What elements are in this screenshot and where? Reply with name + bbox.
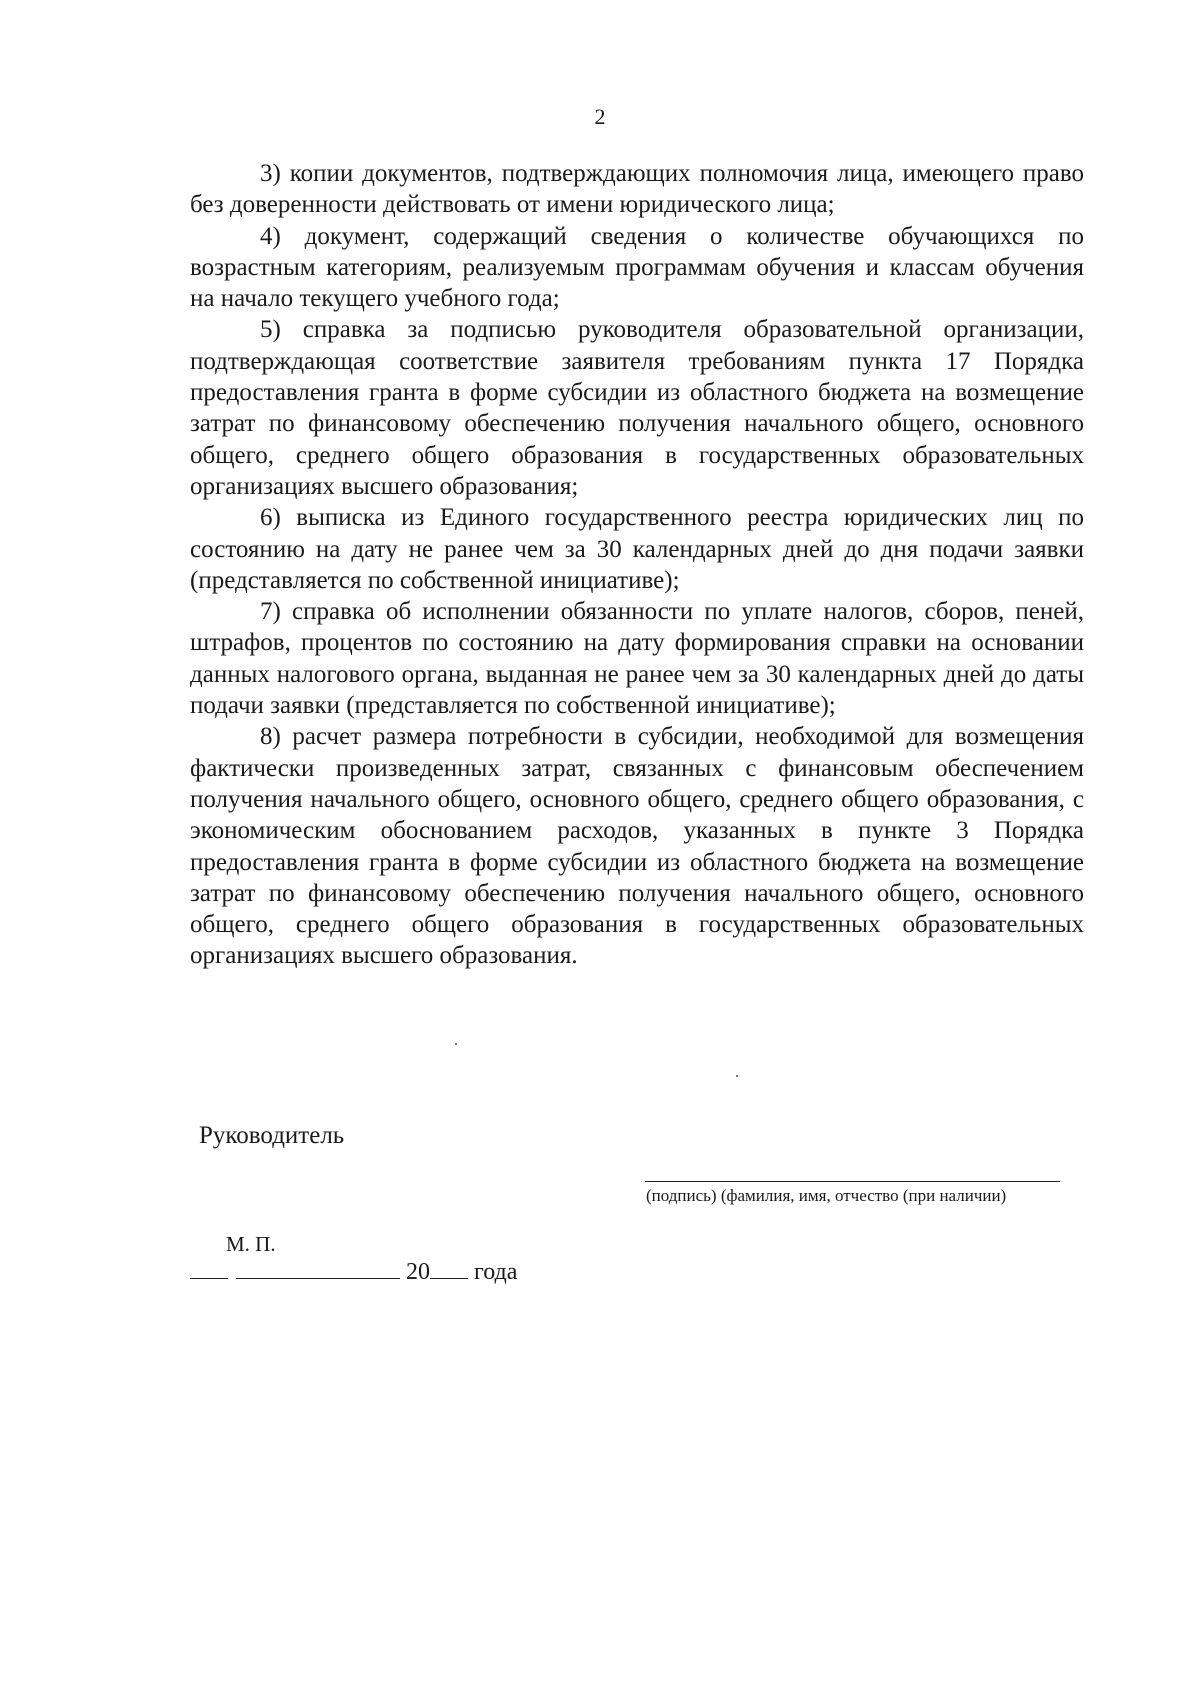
- list-item-4: 4) документ, содержащий сведения о количестве обучающихся по возрастным категориям, реализуемым программам обучения и классам обучения на начало текущего учебного года;: [190, 222, 1084, 313]
- date-month-blank: [236, 1256, 400, 1279]
- list-item-7: 7) справка об исполнении обязанности по уплате налогов, сборов, пеней, штрафов, процентов по состоянию на дату формирования справки на основании данных налогового органа, выданная не ранее чем за 30 календарных дней до даты подачи заявки (представляется по собственной инициативе);: [190, 598, 1084, 720]
- list-item-5: 5) справка за подписью руководителя образовательной организации, подтверждающая соответствие заявителя требованиям пункта 17 Порядка предоставления гранта в форме субсидии из областного бюджета на возмещение затрат по финансовому обеспечению получения начального общего, основного общего, среднего общего образования в государственных образовательных организациях высшего образования;: [190, 316, 1084, 500]
- list-item-6: 6) выписка из Единого государственного реестра юридических лиц по состоянию на дату не ранее чем за 30 календарных дней до дня подачи заявки (представляется по собственной инициативе);: [190, 504, 1084, 594]
- signature-caption: (подпись) (фамилия, имя, отчество (при наличии): [646, 1186, 1007, 1205]
- seal-label: М. П.: [226, 1232, 276, 1256]
- list-item-3: 3) копии документов, подтверждающих полномочия лица, имеющего право без доверенности действовать от имени юридического лица;: [190, 160, 1084, 219]
- scan-speck: [455, 1043, 457, 1045]
- role-label: Руководитель: [199, 1122, 345, 1149]
- list-item-8: 8) расчет размера потребности в субсидии, необходимой для возмещения фактически произведенных затрат, связанных с финансовым обеспечением получения начального общего, основного общего, среднего общего образования, с экономическим обоснованием расходов, указанных в пункте 3 Порядка предоставления гранта в форме субсидии из областного бюджета на возмещение затрат по финансовому обеспечению получения начального общего, основного общего, среднего общего образования в государственных образовательных организациях высшего образования.: [190, 723, 1084, 970]
- signature-line: [645, 1181, 1060, 1182]
- page-number: 2: [594, 104, 606, 129]
- date-row: [190, 1256, 517, 1286]
- document-body: [190, 158, 1084, 972]
- date-day-blank: [190, 1256, 228, 1279]
- scan-speck: [736, 1075, 738, 1077]
- date-year-blank: [430, 1256, 468, 1279]
- date-year-prefix: 20: [406, 1259, 430, 1285]
- date-suffix: года: [474, 1259, 518, 1285]
